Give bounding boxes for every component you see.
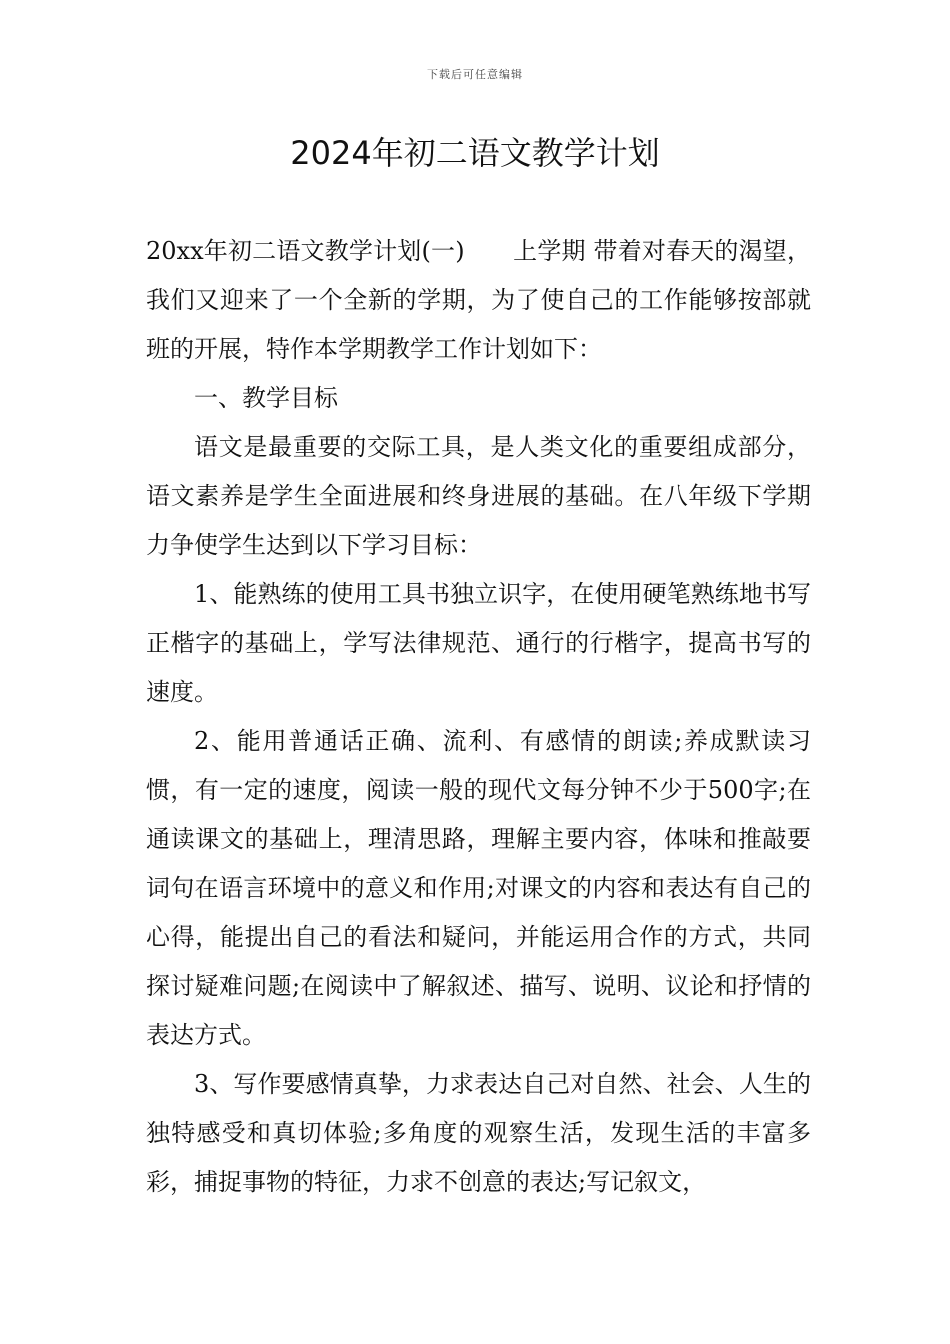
paragraph-goal-3: 3、写作要感情真挚，力求表达自己对自然、社会、人生的独特感受和真切体验;多角度的观察生活，发现生活的丰富多彩，捕捉事物的特征，力求不创意的表达;写记叙文，	[146, 1070, 811, 1196]
section-heading-teaching-goals: 一、教学目标	[194, 384, 338, 412]
paragraph-intro: 20xx年初二语文教学计划(一) 上学期 带着对春天的渴望，我们又迎来了一个全新的学期，为了使自己的工作能够按部就班的开展，特作本学期教学工作计划如下：	[146, 237, 811, 363]
paragraph-goal-2: 2、能用普通话正确、流利、有感情的朗读;养成默读习惯，有一定的速度，阅读一般的现代文每分钟不少于500字;在通读课文的基础上，理清思路，理解主要内容，体味和推敲要词句在语言环境中的意义和作用;对课文的内容和表达有自己的心得，能提出自己的看法和疑问，并能运用合作的方式，共同探讨疑难问题;在阅读中了解叙述、描写、说明、议论和抒情的表达方式。	[146, 727, 811, 1049]
document-title: 2024年初二语文教学计划	[290, 134, 660, 172]
document-body	[146, 227, 811, 1207]
header-note: 下载后可任意编辑	[427, 68, 523, 81]
paragraph-goal-1: 1、能熟练的使用工具书独立识字，在使用硬笔熟练地书写正楷字的基础上，学写法律规范、通行的行楷字，提高书写的速度。	[146, 580, 811, 706]
paragraph-chinese-importance: 语文是最重要的交际工具，是人类文化的重要组成部分，语文素养是学生全面进展和终身进展的基础。在八年级下学期力争使学生达到以下学习目标：	[146, 433, 811, 559]
